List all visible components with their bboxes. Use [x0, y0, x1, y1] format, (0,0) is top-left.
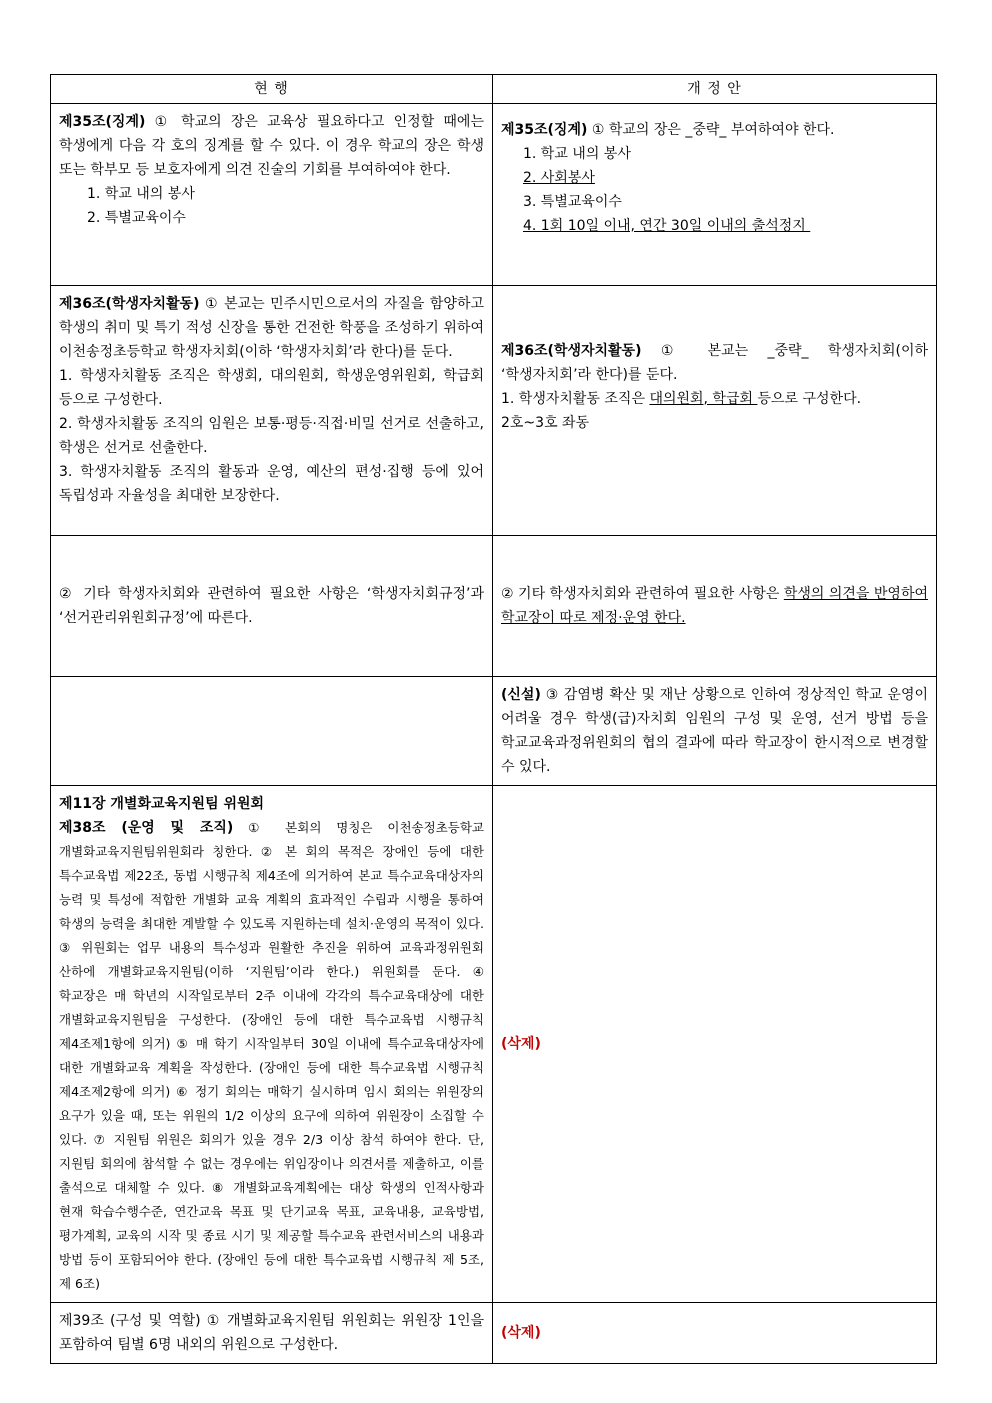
new-tag: (신설) — [501, 687, 541, 703]
current-cell — [51, 104, 493, 286]
list-item: 1. 학교 내의 봉사 — [87, 186, 195, 202]
list-item: 3. 특별교육이수 — [523, 194, 622, 210]
list-item: 2. 특별교육이수 — [87, 210, 186, 226]
article-text: 제39조 (구성 및 역할) ① 개별화교육지원팀 위원회는 위원장 1인을 포함하여 팀별 6명 내외의 위원으로 구성한다. — [59, 1313, 484, 1353]
article-text: ① 본회의 명칭은 이천송정초등학교 개별화교육지원팀위원회라 칭한다. ② 본 회의 목적은 장애인 등에 대한 특수교육법 제22조, 동법 시행규칙 제4조에 의거하여 본교 특수교육대상자의 능력 및 특성에 적합한 개별화 교육 계획의 효과적인 수립과 시행을 통하여 학생의 능력을 최대한 계발할 수 있도록 지원하는데 설치·운영의 목적이 있다. ③ 위원회는 업무 내용의 특수성과 원활한 추진을 위하여 교육과정위원회 산하에 개별화교육지원팀(이하 ‘지원팀’이라 한다.) 위원회를 둔다. ④ 학교장은 매 학년의 시작일로부터 2주 이내에 각각의 특수교육대상에 대한 개별화교육지원팀을 구성한다. (장애인 등에 대한 특수교육법 시행규칙 제4조제1항에 의거) ⑤ 매 학기 시작일부터 30일 이내에 특수교육대상자에 대한 개별화교육 계획을 작성한다. (장애인 등에 대한 특수교육법 시행규칙 제4조제2항에 의거) ⑥ 정기 회의는 매학기 실시하며 임시 회의는 위원장의 요구가 있을 때, 또는 위원의 1/2 이상의 요구에 의하여 위원장이 소집할 수 있다. ⑦ 지원팀 위원은 회의가 있을 경우 2/3 이상 참석 하여야 한다. 단, 지원팀 회의에 참석할 수 없는 경우에는 위임장이나 의견서를 제출하고, 이를 출석으로 대체할 수 있다. ⑧ 개별화교육계획에는 대상 학생의 인적사항과 현재 학습수행수준, 연간교육 목표 및 단기교육 목표, 교육내용, 교육방법, 평가계획, 교육의 시작 및 종료 시기 및 제공할 특수교육 관련서비스의 내용과 방법 등이 포함되어야 한다. (장애인 등에 대한 특수교육법 시행규칙 제 5조, 제 6조) — [59, 820, 484, 1291]
article-text: ② 기타 학생자치회와 관련하여 필요한 사항은 학생의 의견을 반영하여 학교장이 따로 제정·운영 한다. — [501, 586, 929, 626]
header-current: 현 행 — [51, 75, 493, 104]
amendment-comparison-table — [50, 74, 937, 1364]
current-cell — [51, 286, 493, 536]
article-title: 제35조(징계) — [501, 122, 588, 138]
list-item: 3. 학생자치활동 조직의 활동과 운영, 예산의 편성·집행 등에 있어 독립성과 자율성을 최대한 보장한다. — [59, 464, 484, 504]
list-item: 1. 학생자치활동 조직은 대의원회, 학급회 등으로 구성한다. — [501, 390, 862, 407]
current-cell — [51, 536, 493, 677]
table-row — [51, 286, 937, 536]
revised-cell — [493, 677, 937, 786]
table-row — [51, 536, 937, 677]
article-title: 제36조(학생자치활동) — [501, 342, 642, 359]
current-cell — [51, 1303, 493, 1364]
article-text: ① 학교의 장은 교육상 필요하다고 인정할 때에는 학생에게 다음 각 호의 징계를 할 수 있다. 이 경우 학교의 장은 학생 또는 학부모 등 보호자에게 의견 진술의 기회를 부여하여야 한다. — [59, 114, 484, 178]
table-row — [51, 786, 937, 1303]
list-item: 2호~3호 좌동 — [501, 414, 590, 431]
list-item: 2. 사회봉사 — [523, 170, 595, 186]
list-item: 1. 학생자치활동 조직은 학생회, 대의원회, 학생운영위원회, 학급회 등으로 구성한다. — [59, 368, 484, 408]
table-row — [51, 104, 937, 286]
chapter-title: 제11장 개별화교육지원팀 위원회 — [59, 796, 265, 812]
article-text: ② 기타 학생자치회와 관련하여 필요한 사항은 ‘학생자치회규정’과 ‘선거관리위원회규정’에 따른다. — [59, 586, 484, 626]
revised-cell — [493, 536, 937, 677]
deleted-label: (삭제) — [501, 1036, 541, 1052]
current-cell — [51, 786, 493, 1303]
table-row — [51, 677, 937, 786]
revised-cell — [493, 104, 937, 286]
article-text: ① 본교는 민주시민으로서의 자질을 함양하고 학생의 취미 및 특기 적성 신장을 통한 건전한 학풍을 조성하기 위하여 이천송정초등학교 학생자치회(이하 ‘학생자치회’라 한다)를 둔다. — [59, 296, 484, 360]
article-title: 제36조(학생자치활동) — [59, 296, 200, 312]
article-text: ③ 감염병 확산 및 재난 상황으로 인하여 정상적인 학교 운영이 어려울 경우 학생(급)자치회 임원의 구성 및 운영, 선거 방법 등을 학교교육과정위원회의 협의 결과에 따라 학교장이 한시적으로 변경할 수 있다. — [501, 687, 928, 775]
article-title: 제38조 (운영 및 조직) — [59, 820, 234, 836]
article-text: ① 본교는 _중략_ 학생자치회(이하 ‘학생자치회’라 한다)를 둔다. — [501, 342, 928, 383]
revised-cell — [493, 286, 937, 536]
header-revised: 개 정 안 — [493, 75, 937, 104]
list-item: 1. 학교 내의 봉사 — [523, 146, 631, 162]
revised-cell — [493, 1303, 937, 1364]
table-header-row — [51, 75, 937, 104]
deleted-label: (삭제) — [501, 1325, 541, 1341]
article-text: ① 학교의 장은 _중략_ 부여하여야 한다. — [587, 122, 835, 138]
current-cell-empty — [51, 677, 493, 786]
revised-cell — [493, 786, 937, 1303]
list-item: 4. 1회 10일 이내, 연간 30일 이내의 출석정지 — [523, 218, 811, 234]
table-row — [51, 1303, 937, 1364]
list-item: 2. 학생자치활동 조직의 임원은 보통·평등·직접·비밀 선거로 선출하고, 학생은 선거로 선출한다. — [59, 416, 484, 456]
article-title: 제35조(징계) — [59, 114, 146, 130]
